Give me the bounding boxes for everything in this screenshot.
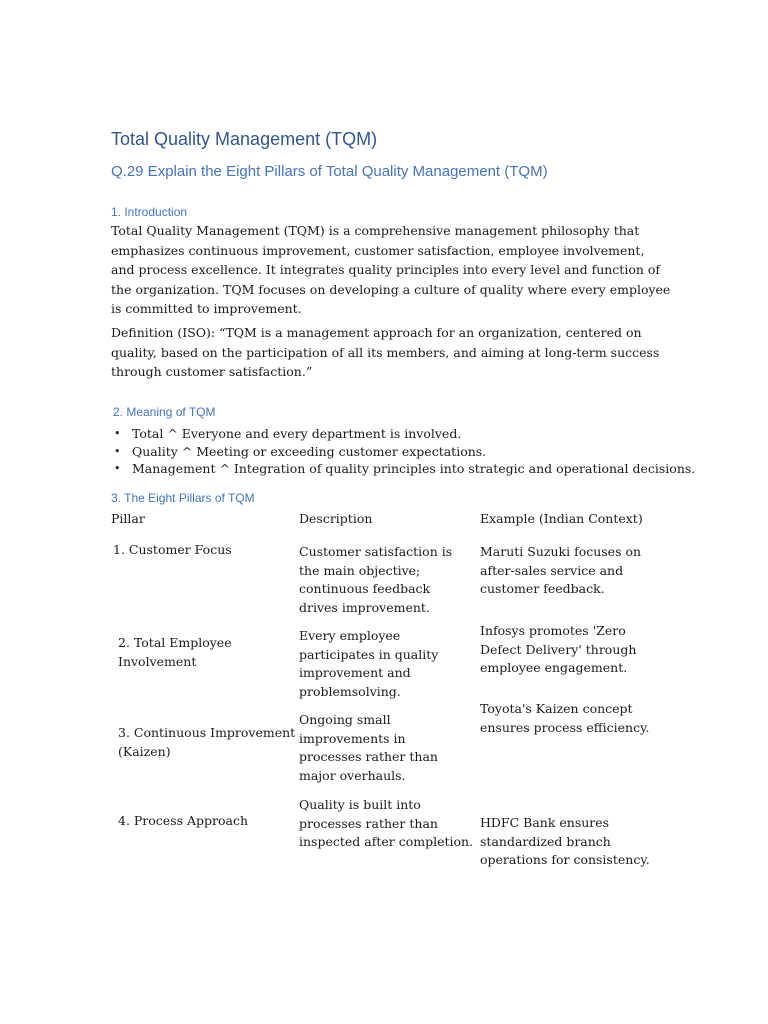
table-cell-description: Ongoing small improvements in processes rather than major overhauls. bbox=[299, 712, 438, 783]
table-cell-pillar: 2. Total Employee Involvement bbox=[118, 635, 232, 669]
table-cell-description: Every employee participates in quality improvement and problemsolving. bbox=[299, 628, 439, 699]
table-cell-pillar: 1. Customer Focus bbox=[113, 542, 232, 557]
list-item bbox=[111, 443, 711, 461]
bullet-icon: • bbox=[114, 462, 121, 475]
table-cell-description: Customer satisfaction is the main objective; continuous feedback drives improvement. bbox=[299, 544, 453, 615]
list-item-text: Total ^ Everyone and every department is involved. bbox=[132, 426, 462, 441]
table-cell-example: HDFC Bank ensures standardized branch operations for consistency. bbox=[480, 815, 650, 867]
bullet-icon: • bbox=[114, 427, 121, 440]
column-header-pillar: Pillar bbox=[111, 511, 145, 526]
iso-definition-paragraph: Definition (ISO): “TQM is a management approach for an organization, centered on quality, based on the participation of all its members, and aiming at long-term success through customer satisfaction.” bbox=[111, 325, 660, 379]
introduction-paragraph: Total Quality Management (TQM) is a comprehensive management philosophy that emphasizes continuous improvement, customer satisfaction, employee involvement, and process excellence. It integrates quality principles into every level and function of the organization. TQM focuses on developing a culture of quality where every employee is committed to improvement. bbox=[111, 223, 671, 316]
table-cell-example: Infosys promotes 'Zero Defect Delivery' through employee engagement. bbox=[480, 623, 637, 675]
table-cell-example: Maruti Suzuki focuses on after-sales service and customer feedback. bbox=[480, 544, 642, 596]
bullet-icon: • bbox=[114, 444, 121, 458]
document-title: Total Quality Management (TQM) bbox=[111, 129, 378, 149]
question-heading: Q.29 Explain the Eight Pillars of Total Quality Management (TQM) bbox=[111, 163, 548, 180]
list-item bbox=[111, 425, 711, 443]
table-cell-description: Quality is built into processes rather than inspected after completion. bbox=[299, 797, 474, 849]
meaning-list bbox=[111, 425, 711, 478]
table-cell-pillar: 3. Continuous Improvement (Kaizen) bbox=[118, 725, 296, 759]
column-header-description: Description bbox=[299, 511, 373, 526]
list-item-text: Quality ^ Meeting or exceeding customer expectations. bbox=[132, 443, 487, 459]
pillars-heading: 3. The Eight Pillars of TQM bbox=[111, 491, 255, 505]
column-header-example: Example (Indian Context) bbox=[480, 511, 643, 526]
list-item-text: Management ^ Integration of quality principles into strategic and operational decisions. bbox=[132, 461, 696, 476]
table-cell-pillar: 4. Process Approach bbox=[118, 813, 249, 828]
table-cell-example: Toyota's Kaizen concept ensures process efficiency. bbox=[480, 701, 650, 735]
meaning-heading: 2. Meaning of TQM bbox=[113, 405, 216, 419]
introduction-heading: 1. Introduction bbox=[111, 205, 188, 219]
list-item bbox=[111, 460, 711, 478]
